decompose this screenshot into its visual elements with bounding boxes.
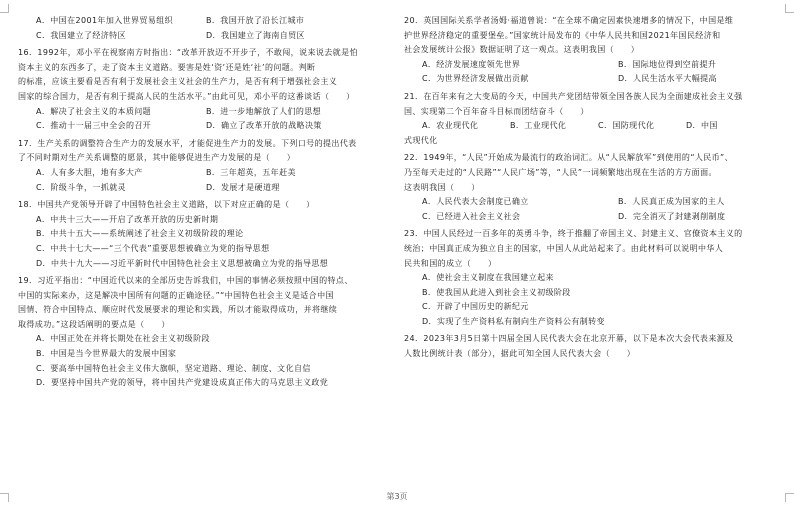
question-text-line: 16．1992年，邓小平在视察南方时指出：“改革开放迈不开步子，不敢闯，说来说去就是怕	[18, 48, 358, 58]
answer-option: A．解决了社会主义的本质问题	[36, 106, 152, 116]
answer-option: B．我国开放了沿长江城市	[206, 16, 305, 25]
question-text-line: 国情、符合中国特点、顺应时代发展要求的理论和实践，所以才能取得成功，并将继续	[18, 305, 338, 315]
answer-option: B．使我国从此进入到社会主义初级阶段	[422, 287, 571, 297]
question-text-line: 17．生产关系的调整符合生产力的发展水平，才能促进生产力的发展。下列口号的提出代表	[18, 138, 357, 148]
answer-option: B．国际地位得到空前提升	[618, 59, 717, 69]
question-text-line: 19．习近平指出：“中国近代以来的全部历史告诉我们，中国的事情必须按照中国的特点、	[18, 276, 353, 286]
question-text-line: 国家的综合国力，是否有利于提高人民的生活水平。”由此可见，邓小平的这番谈话（ ）	[18, 91, 355, 101]
answer-option: B．三年超英，五年赶美	[206, 167, 296, 177]
question-text-line: 23．中国人民经过一百多年的英勇斗争，终于推翻了帝国主义、封建主义、官僚资本主义的	[404, 229, 743, 239]
question-text-line: 民共和国的成立（ ）	[404, 258, 497, 268]
answer-option: A．农业现代化	[422, 121, 479, 131]
page-corner-mark	[0, 4, 9, 13]
answer-option-row	[18, 29, 374, 44]
question-text-line: 中国的实际来办，这是解决中国所有问题的正确途径。”“中国特色社会主义是适合中国	[18, 290, 334, 300]
answer-option: C．我国建立了经济特区	[36, 30, 126, 40]
question-text-line: 国、实现第二个百年奋斗目标而团结奋斗（ ）	[404, 106, 589, 116]
answer-option: C．开辟了中国历史的新纪元	[422, 302, 529, 312]
answer-option-row	[404, 58, 784, 73]
answer-option: C．要高举中国特色社会主义伟大旗帜，坚定道路、理论、制度、文化自信	[36, 363, 311, 373]
question-text-line: 的标准，应该主要看是否有利于发展社会主义社会的生产力，是否有利于增强社会主义	[18, 77, 338, 87]
right-column	[404, 14, 784, 362]
question-text-line: 22．1949年，“人民”开始成为最流行的政治词汇。从“人民解放军”到使用的“人民币”、	[404, 153, 734, 163]
answer-option: A．中国正处在并将长期处在社会主义初级阶段	[36, 334, 210, 344]
answer-option-row	[404, 72, 784, 87]
answer-option: D．实现了生产资料私有制向生产资料公有制转变	[422, 316, 605, 326]
answer-option-row	[18, 166, 374, 181]
answer-option: A．中国在2001年加入世界贸易组织	[36, 16, 174, 25]
answer-option: A．人有多大胆，地有多大产	[36, 167, 143, 177]
answer-option-row	[18, 105, 374, 120]
question-text-line: 统治；中国真正成为独立自主的国家，中国人从此站起来了。由此材料可以说明中华人	[404, 243, 724, 253]
answer-option: D．中国	[686, 121, 718, 131]
question-text-line: 18．中国共产党领导开辟了中国特色社会主义道路，以下对应正确的是（ ）	[18, 200, 315, 210]
answer-option-row	[404, 195, 784, 210]
question-text-line: 取得成功。”这段话阐明的要点是（ ）	[18, 319, 170, 329]
answer-option: A．中共十三大——开启了改革开放的历史新时期	[36, 214, 219, 224]
answer-option-row	[404, 119, 784, 134]
left-column	[18, 14, 374, 391]
page-corner-mark	[785, 4, 794, 13]
answer-option: C．国防现代化	[598, 121, 655, 131]
question-text-line: 人数比例统计表（部分），据此可知全国人民代表大会（ ）	[404, 349, 636, 359]
answer-option: D．我国建立了海南自贸区	[206, 30, 305, 40]
answer-option: A．经济发展速度领先世界	[422, 59, 521, 69]
answer-option: A．人民代表大会制度已确立	[422, 197, 529, 207]
question-text-line: 资本主义的东西多了，走了资本主义道路。要害是姓‘资’还是姓‘社’的问题。判断	[18, 62, 316, 72]
answer-option: C．已经进入社会主义社会	[422, 211, 521, 221]
question-text-line: 护世界经济稳定的重要堡垒。”国家统计局发布的《中华人民共和国2021年国民经济和	[404, 30, 721, 40]
answer-option-row	[404, 210, 784, 225]
question-text-line: 20．英国国际关系学者汤姆·福道曾说：“在全球不确定因素快速增多的情况下，中国是维	[404, 16, 734, 25]
answer-option: D．要坚持中国共产党的领导，将中国共产党建设成真正伟大的马克思主义政党	[36, 378, 329, 388]
answer-option: D．人民生活水平大幅提高	[618, 74, 717, 84]
question-text-line: 这表明我国（ ）	[404, 182, 480, 192]
question-text-line: 式现代化	[404, 135, 438, 145]
answer-option: A．使社会主义制度在我国建立起来	[422, 273, 554, 283]
answer-option: C．中共十七大——“三个代表”重要思想被确立为党的指导思想	[36, 243, 270, 253]
question-text-line: 了不同时期对生产关系调整的愿景，其中能够促进生产力发展的是（ ）	[18, 153, 296, 163]
answer-option-row	[18, 181, 374, 196]
answer-option: C．为世界经济发展做出贡献	[422, 74, 529, 84]
answer-option: C．推动十一届三中全会的召开	[36, 121, 152, 131]
answer-option: B．人民真正成为国家的主人	[618, 197, 725, 207]
answer-option: B．进一步地解放了人们的思想	[206, 106, 322, 116]
answer-option: D．中共十九大——习近平新时代中国特色社会主义思想被确立为党的指导思想	[36, 258, 329, 268]
answer-option: B．中国是当今世界最大的发展中国家	[36, 349, 177, 359]
answer-option-row	[18, 119, 374, 134]
answer-option: C．阶级斗争，一抓就灵	[36, 182, 126, 192]
question-text-line: 24．2023年3月5日第十四届全国人民代表大会在北京开幕，以下是本次大会代表来源及	[404, 334, 734, 344]
answer-option: B．中共十五大——系统阐述了社会主义初级阶段的理论	[36, 229, 244, 239]
answer-option: B．工业现代化	[510, 121, 567, 131]
answer-option: D．完全消灭了封建剥削制度	[618, 211, 726, 221]
question-text-line: 乃至每天走过的“人民路”“人民广场”等，“人民”一词频繁地出现在生活的方方面面。	[404, 167, 717, 177]
answer-option-row	[18, 14, 374, 29]
answer-option: D．确立了改革开放的战略决策	[206, 121, 322, 131]
question-text-line: 21．在百年来有之大变局的今天，中国共产党团结带领全国各族人民为全面建成社会主义强	[404, 91, 743, 101]
question-text-line: 社会发展统计公报》数据证明了这一观点。这表明我国（ ）	[404, 45, 640, 55]
answer-option: D．发展才是硬道理	[206, 182, 280, 192]
page-number: 第3页	[386, 492, 408, 501]
